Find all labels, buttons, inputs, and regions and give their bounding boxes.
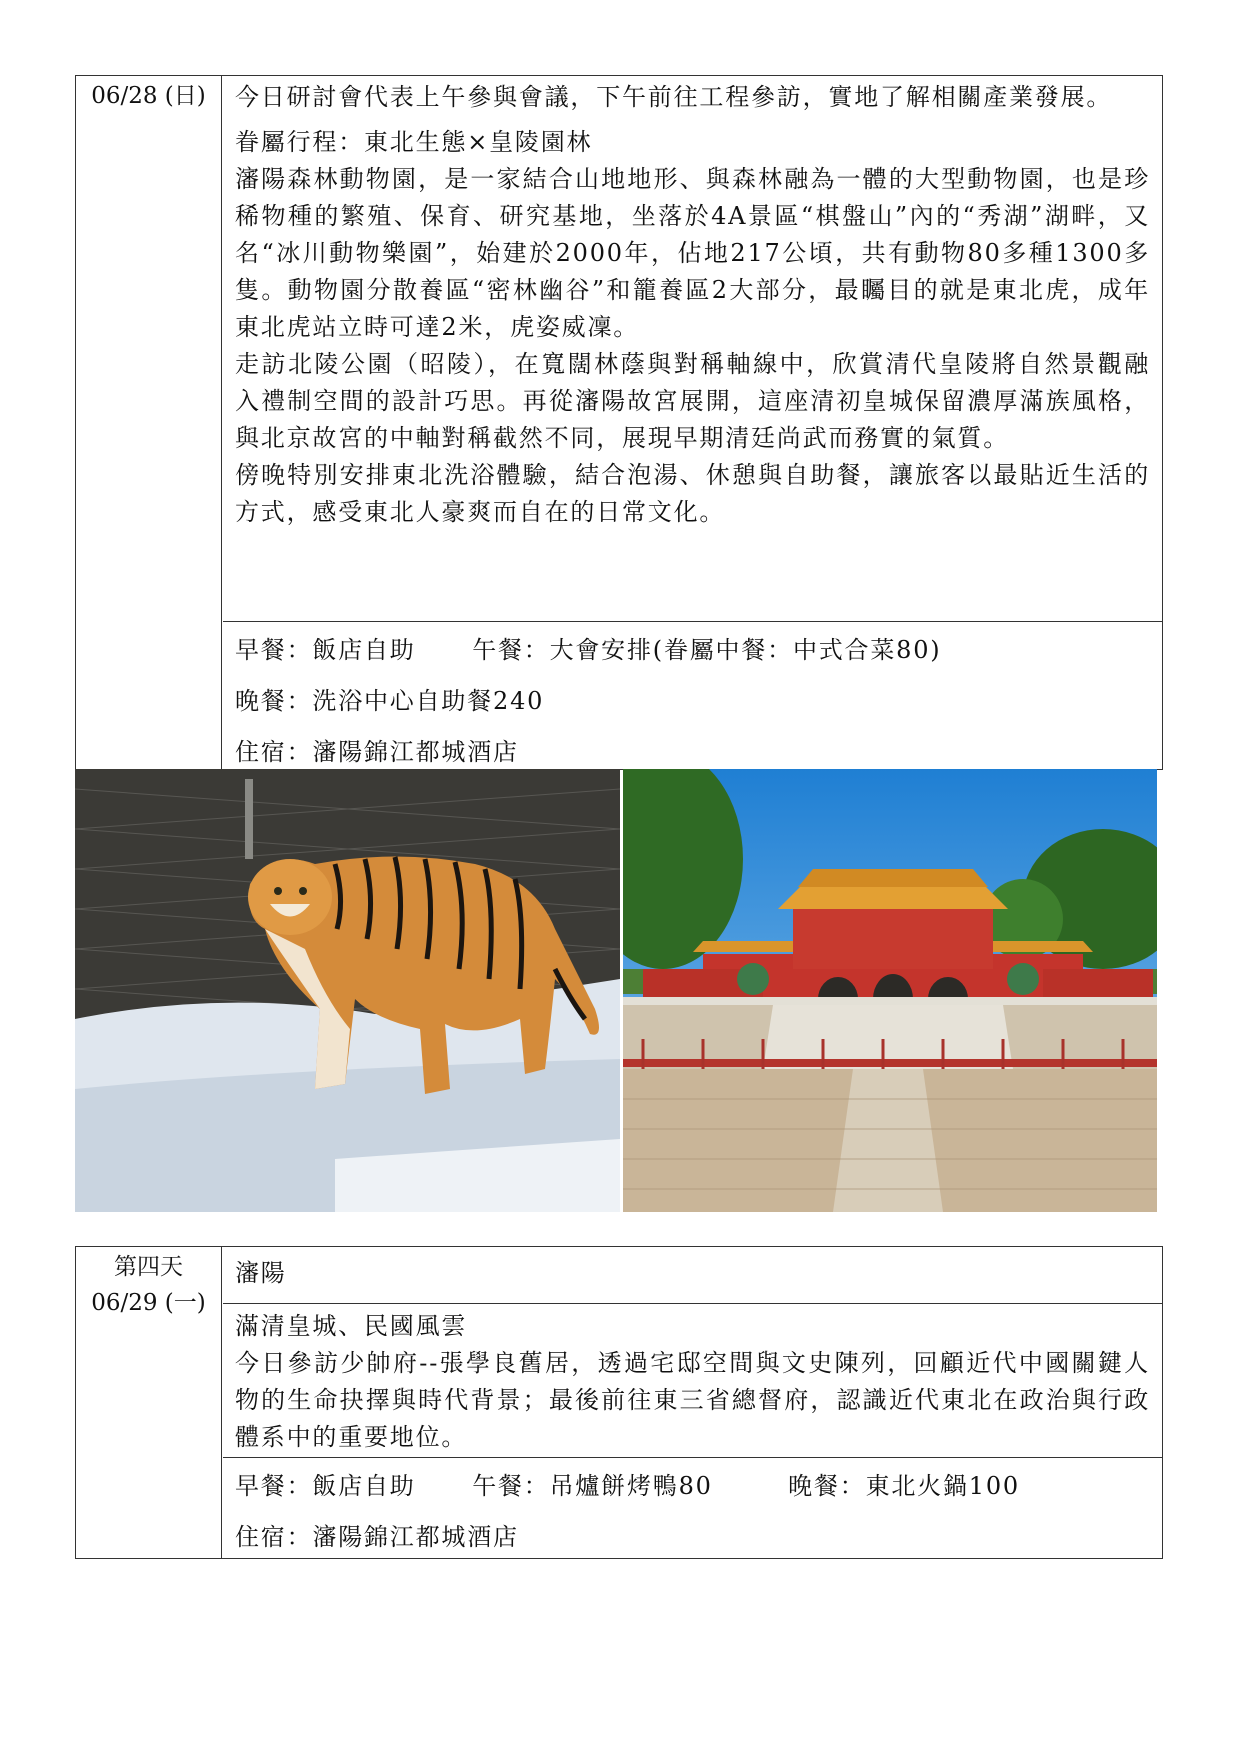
day3-bath-paragraph: 傍晚特別安排東北洗浴體驗，結合泡湯、休憩與自助餐，讓旅客以最貼近生活的方式，感受東北人豪爽而自在的日常文化。	[235, 461, 1150, 526]
day4-description-cell	[223, 1304, 1162, 1458]
day4-hotel: 住宿：瀋陽錦江都城酒店	[235, 1523, 519, 1551]
day3-date-cell	[76, 76, 222, 769]
day3-description-cell	[223, 76, 1162, 622]
day4-lunch: 午餐：吊爐餅烤鴨80	[472, 1472, 713, 1500]
day4-date-cell	[76, 1247, 222, 1558]
day3-meals-cell	[223, 622, 1162, 775]
day3-family-title: 眷屬行程：東北生態×皇陵園林	[235, 128, 593, 156]
photo-strip	[75, 769, 1157, 1212]
day3-tomb-paragraph: 走訪北陵公園（昭陵），在寬闊林蔭與對稱軸線中，欣賞清代皇陵將自然景觀融入禮制空間的設計巧思。再從瀋陽故宮展開，這座清初皇城保留濃厚滿族風格，與北京故宮的中軸對稱截然不同，展現早期清廷尚武而務實的氣質。	[235, 350, 1150, 452]
day4-description: 今日參訪少帥府--張學良舊居，透過宅邸空間與文史陳列，回顧近代中國關鍵人物的生命抉擇與時代背景；最後前往東三省總督府，認識近代東北在政治與行政體系中的重要地位。	[235, 1349, 1150, 1451]
day4-itinerary-table	[75, 1246, 1163, 1559]
day4-theme: 滿清皇城、民國風雲	[235, 1312, 468, 1340]
day4-day-label: 第四天	[114, 1254, 183, 1280]
day3-zoo-paragraph: 瀋陽森林動物園，是一家結合山地地形、與森林融為一體的大型動物園，也是珍稀物種的繁殖、保育、研究基地，坐落於4A景區“棋盤山”內的“秀湖”湖畔，又名“冰川動物樂園”，始建於2000年，佔地217公頃，共有動物80多種1300多隻。動物園分散養區“密林幽谷”和籠養區2大部分，最矚目的就是東北虎，成年東北虎站立時可達2米，虎姿威凜。	[235, 165, 1150, 341]
day3-itinerary-table	[75, 75, 1163, 770]
day3-dinner: 晚餐：洗浴中心自助餐240	[235, 687, 545, 715]
day4-date: 06/29 (一)	[91, 1290, 206, 1316]
day3-date: 06/28 (日)	[91, 83, 206, 109]
day3-breakfast: 早餐：飯店自助	[235, 636, 416, 664]
zhaoling-tomb-photo	[623, 769, 1157, 1212]
day3-meal-line-1	[235, 632, 1150, 669]
day3-content	[223, 76, 1162, 775]
day4-breakfast: 早餐：飯店自助	[235, 1472, 416, 1500]
siberian-tiger-photo	[75, 769, 620, 1212]
day4-dinner: 晚餐：東北火鍋100	[788, 1472, 1020, 1500]
day4-content	[223, 1247, 1162, 1560]
day3-lunch: 午餐：大會安排(眷屬中餐：中式合菜80)	[472, 636, 942, 664]
day4-city: 瀋陽	[235, 1259, 287, 1287]
day3-intro: 今日研討會代表上午參與會議，下午前往工程參訪，實地了解相關產業發展。	[235, 83, 1113, 111]
day4-city-cell	[223, 1247, 1162, 1304]
day4-meal-line	[235, 1468, 1150, 1505]
day4-meals-cell	[223, 1458, 1162, 1560]
day3-hotel: 住宿：瀋陽錦江都城酒店	[235, 738, 519, 766]
